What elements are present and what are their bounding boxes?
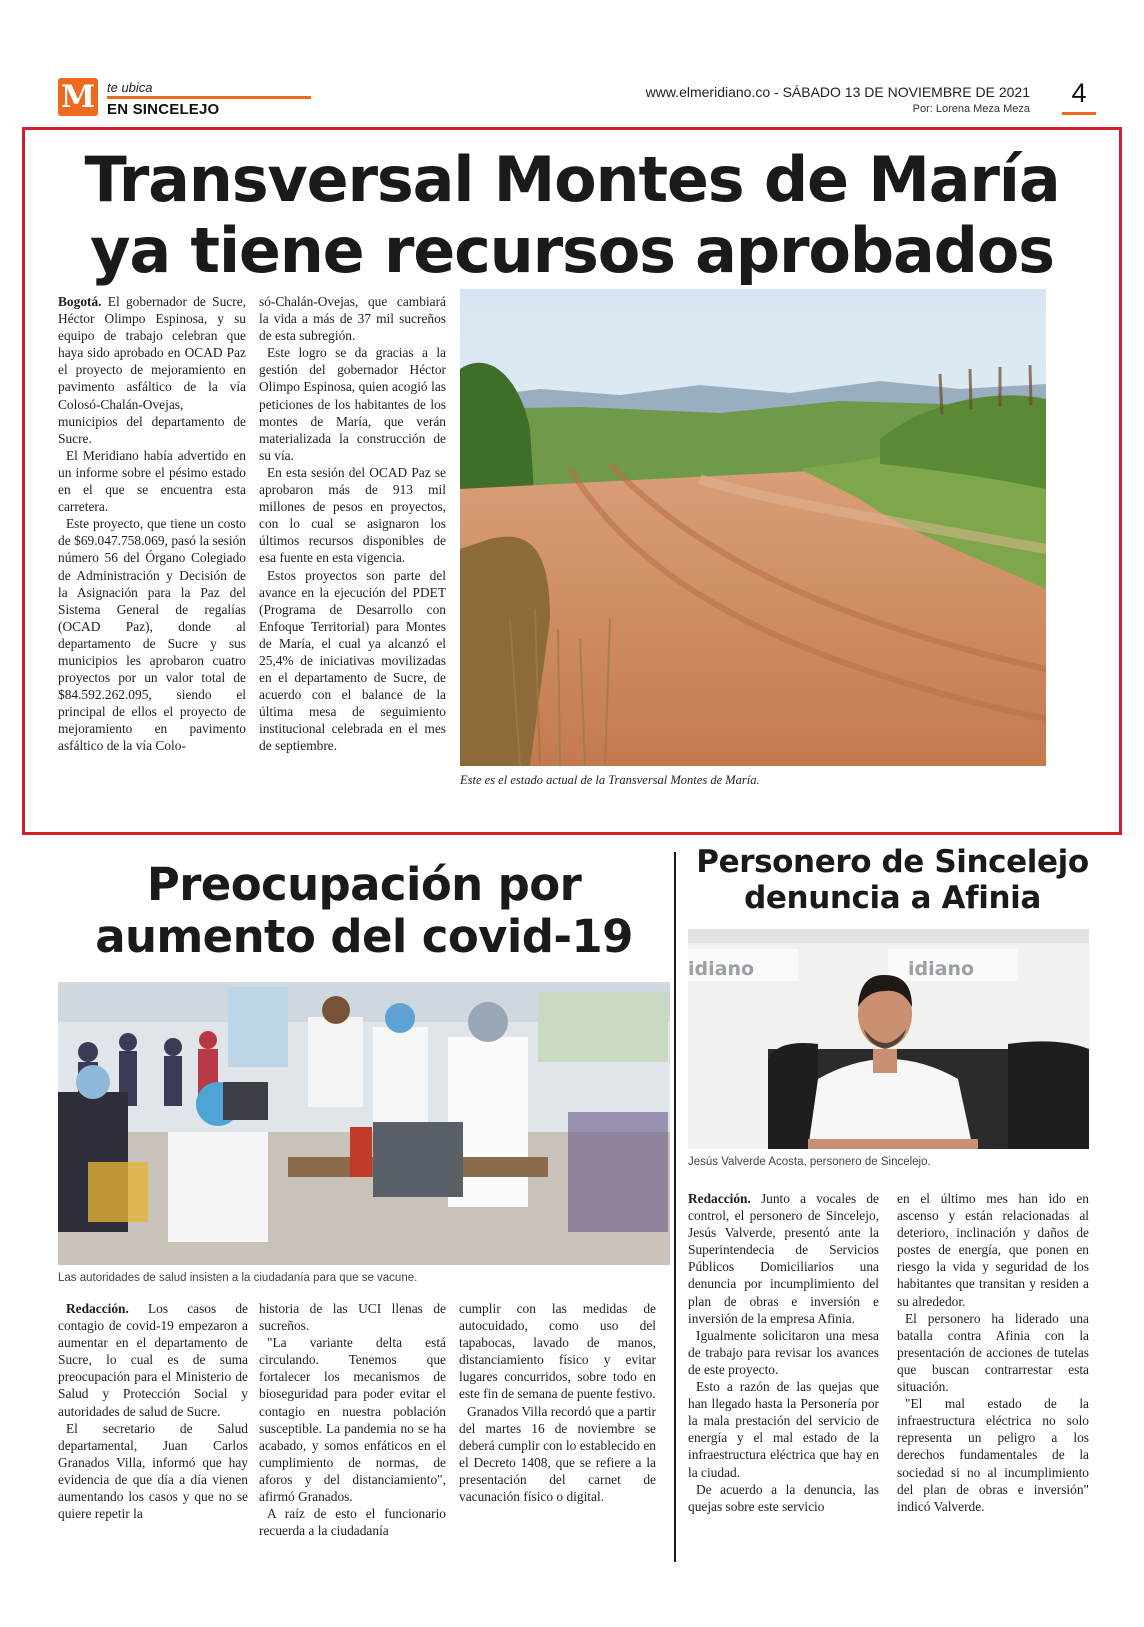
paragraph: "La variante delta está circulando. Tenemos que fortalecer los mecanismos de bioseguridad para poder evitar el contagio en nuestra población susceptible. La pandemia no se ha acabado, y somos enfáticos en el cumplimiento de normas, de aforos y del distanciamiento", afirmó Granados. xyxy=(259,1335,446,1505)
column-divider xyxy=(674,852,676,1562)
paragraph: A raíz de esto el funcionario recuerda a la ciudadanía xyxy=(259,1506,446,1539)
featured-headline-line1: Transversal Montes de María xyxy=(84,143,1060,216)
personero-photo-illustration xyxy=(688,929,1089,1149)
featured-column-1 xyxy=(58,293,246,755)
road-photo xyxy=(460,289,1046,766)
paragraph: Los casos de contagio de covid-19 empezaron a aumentar en el departamento de Sucre, lo cual es de suma preocupación para el Ministerio de Salud y Protección Social y autoridades de salud de Sucre. xyxy=(58,1301,248,1419)
road-photo-caption: Este es el estado actual de la Transversal Montes de María. xyxy=(460,773,760,787)
paragraph: El Meridiano había advertido en un informe sobre el pésimo estado en el que se encuentra esta carretera. xyxy=(58,447,246,515)
page-number: 4 xyxy=(1071,78,1087,108)
paragraph: Igualmente solicitaron una mesa de trabajo para revisar los avances de este proyecto. xyxy=(688,1327,879,1377)
personero-column-1 xyxy=(688,1190,879,1515)
byline-lead: Redacción. xyxy=(688,1191,751,1206)
personero-headline-line1: Personero de Sincelejo xyxy=(696,844,1089,880)
personero-headline xyxy=(680,845,1105,916)
vaccination-photo-caption: Las autoridades de salud insisten a la ciudadanía para que se vacune. xyxy=(58,1272,418,1284)
paragraph: Esto a razón de las quejas que han llegado hasta la Personería por la mala prestación del servicio de energía y el mal estado de la infraestructura eléctrica que hay en la ciudad. xyxy=(688,1379,879,1480)
personero-photo xyxy=(688,929,1089,1149)
paragraph: Granados Villa recordó que a partir del martes 16 de noviembre se deberá cumplir con lo establecido en el Decreto 1408, que se refiere a la presentación del carnet de vacunación físico o digital. xyxy=(459,1403,656,1505)
paragraph: De acuerdo a la denuncia, las quejas sobre este servicio xyxy=(688,1481,879,1514)
personero-column-2 xyxy=(897,1190,1089,1515)
paragraph: Junto a vocales de control, el personero de Sincelejo, Jesús Valverde, presentó ante la Superintendecia de Servicios Públicos Domiciliarios una denuncia por incumplimiento del plan de obras e inversión e inversión de la empresa Afinia. xyxy=(688,1191,879,1326)
covid-column-3 xyxy=(459,1300,656,1505)
paragraph: El secretario de Salud departamental, Juan Carlos Granados Villa, informó que hay evidencia de que día a día vienen aumentando los casos y que no se quiere repetir la xyxy=(58,1420,248,1522)
personero-headline-line2: denuncia a Afinia xyxy=(744,879,1041,916)
section-name: EN SINCELEJO xyxy=(107,101,220,118)
covid-column-1 xyxy=(58,1300,248,1522)
paragraph: Este proyecto, que tiene un costo de $69.047.758.069, pasó la sesión número 56 del Órgano Colegiado de Administración y Decisión de la Asignación para la Paz del Sistema General de regalías (OCAD Paz), donde al departamento de Sucre y sus municipios les aprobaron cuatro proyectos por un valor total de $84.592.262.095, siendo el principal de ellos el proyecto de mejoramiento en pavimento asfáltico de la vía Colo- xyxy=(58,516,246,754)
featured-headline-line2: ya tiene recursos aprobados xyxy=(90,214,1054,288)
paragraph: "El mal estado de la infraestructura eléctrica no solo representa un peligro a los derechos fundamentales de la sociedad si no al incumplimiento del plan de obras e inversión" indicó Valverde. xyxy=(897,1396,1089,1514)
covid-headline-line1: Preocupación por xyxy=(146,858,582,911)
page-number-underline xyxy=(1062,112,1096,115)
personero-photo-caption: Jesús Valverde Acosta, personero de Sincelejo. xyxy=(688,1156,931,1168)
dateline-lead: Bogotá. xyxy=(58,294,102,309)
dateline: www.elmeridiano.co - SÁBADO 13 DE NOVIEMBRE DE 2021 xyxy=(645,84,1030,100)
paragraph: cumplir con las medidas de autocuidado, como uso del tapabocas, lavado de manos, distanciamiento físico y evitar lugares concurridos, sobre todo en este fin de semana de puente festivo. xyxy=(459,1301,656,1402)
masthead-logo: M xyxy=(58,78,98,116)
road-photo-illustration xyxy=(460,289,1046,766)
byline: Por: Lorena Meza Meza xyxy=(912,103,1030,115)
paragraph: historia de las UCI llenas de sucreños. xyxy=(259,1301,446,1334)
paragraph: El personero ha liderado una batalla contra Afinia con la presentación de acciones de tutelas que buscan contrarrestar esta situación. xyxy=(897,1310,1089,1395)
paragraph: En esta sesión del OCAD Paz se aprobaron más de 913 mil millones de pesos en proyectos, con lo cual se asignaron los últimos recursos disponibles de esa fuente en esta vigencia. xyxy=(259,464,446,566)
vaccination-photo-illustration xyxy=(58,982,670,1265)
covid-headline-line2: aumento del covid-19 xyxy=(95,909,633,963)
byline-lead: Redacción. xyxy=(66,1301,129,1316)
section-kicker: te ubica xyxy=(107,80,153,95)
featured-headline xyxy=(40,144,1104,287)
paragraph: El gobernador de Sucre, Héctor Olimpo Espinosa, y su equipo de trabajo celebran que haya sido aprobado en OCAD Paz el proyecto de mejoramiento en pavimento asfáltico de la vía Colosó-Chalán-Ovejas, municipios del departamento de Sucre. xyxy=(58,294,246,446)
vaccination-photo xyxy=(58,982,670,1265)
wall-sign-text-right: idiano xyxy=(908,958,975,980)
kicker-divider xyxy=(107,96,311,99)
covid-column-2 xyxy=(259,1300,446,1539)
paragraph: Estos proyectos son parte del avance en la ejecución del PDET (Programa de Desarrollo con Enfoque Territorial) para Montes de María, el cual ya alcanzó el 25,4% de iniciativas movilizadas en el departamento de Sucre, de acuerdo con el balance de la última mesa de seguimiento institucional celebrada en el mes de septiembre. xyxy=(259,567,446,754)
paragraph: Este logro se da gracias a la gestión del gobernador Héctor Olimpo Espinosa, quien acogió las peticiones de los habitantes de los montes de María, que verán materializada la construcción de su vía. xyxy=(259,345,446,463)
featured-column-2 xyxy=(259,293,446,755)
paragraph: en el último mes han ido en ascenso y están relacionadas al deterioro, inclinación y daños de postes de energía, que ponen en riesgo la vida y seguridad de los habitantes que transitan y residen a su alrededor. xyxy=(897,1191,1089,1309)
wall-sign-text-left: idiano xyxy=(688,958,755,980)
paragraph: só-Chalán-Ovejas, que cambiará la vida a más de 37 mil sucreños de esta subregión. xyxy=(259,294,446,344)
covid-headline xyxy=(58,859,670,963)
